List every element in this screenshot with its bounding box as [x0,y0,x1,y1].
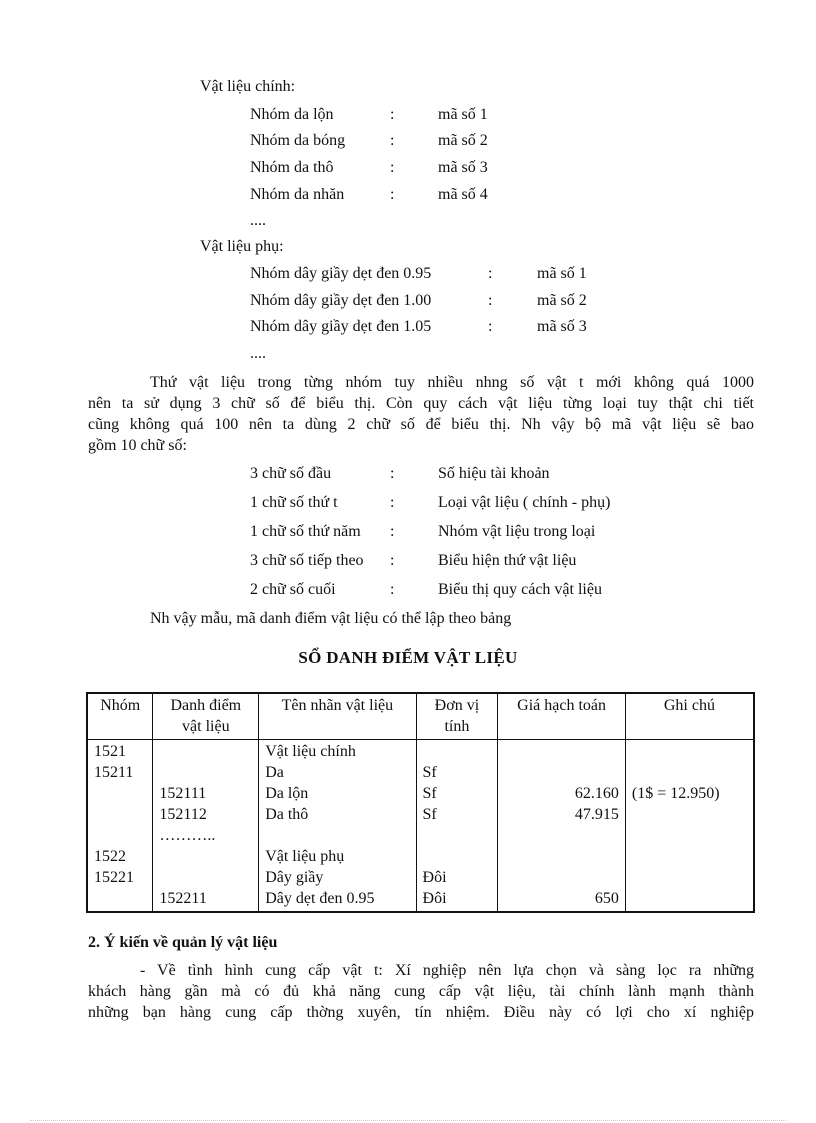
table-cell [153,740,259,765]
section-heading: 2. Ý kiến về quản lý vật liệu [88,934,278,951]
aux-material-name: Nhóm dây giầy dẹt đen 1.00 [250,292,432,309]
table-cell: Da lộn [259,785,416,806]
code-meaning: Biểu thị quy cách vật liệu [438,581,602,598]
table-cell: 47.915 [498,806,626,827]
column-header: Đơn vị tính [416,693,498,740]
aux-material-sep: : [488,265,493,282]
code-meaning: Biểu hiện thứ vật liệu [438,552,577,569]
table-cell [87,785,153,806]
aux-material-code: mã số 3 [537,318,587,335]
main-material-code: mã số 2 [438,132,488,149]
main-material-code: mã số 3 [438,159,488,176]
table-cell [498,827,626,848]
table-intro-text: Nh vậy mẫu, mã danh điểm vật liệu có thể lập theo bảng [150,610,512,627]
paragraph-line: những bạn hàng cung cấp thờng xuyên, tín nhiệm. Điều này có lợi cho xí nghiệp [88,1004,754,1021]
table-row [87,740,754,765]
code-digits: 2 chữ số cuối [250,581,336,598]
column-header: Tên nhãn vật liệu [259,693,416,740]
main-material-name: Nhóm da thô [250,159,334,176]
main-material-heading: Vật liệu chính: [200,78,296,95]
main-material-sep: : [390,159,395,176]
column-header: Giá hạch toán [498,693,626,740]
aux-material-code: mã số 2 [537,292,587,309]
table-cell [625,848,754,869]
main-material-code: mã số 1 [438,106,488,123]
table-cell: Vật liệu chính [259,740,416,765]
table-cell [259,827,416,848]
table-cell [625,869,754,890]
table-cell: Dây dẹt đen 0.95 [259,890,416,912]
table-cell [87,806,153,827]
paragraph-code-explanation [88,372,754,456]
paragraph-line: gồm 10 chữ số: [88,437,187,454]
table-row [87,827,754,848]
aux-material-code: mã số 1 [537,265,587,282]
table-cell: Da [259,764,416,785]
table-cell: Sf [416,764,498,785]
table-cell: 1522 [87,848,153,869]
table-cell [498,764,626,785]
table-cell: Sf [416,806,498,827]
table-cell: Sf [416,785,498,806]
table-cell [416,740,498,765]
table-row [87,806,754,827]
material-code-table [86,692,755,913]
table-cell [153,764,259,785]
main-material-name: Nhóm da bóng [250,132,346,149]
table-cell: 1521 [87,740,153,765]
table-cell: 15211 [87,764,153,785]
table-cell: Đôi [416,890,498,912]
aux-material-ellipsis: .... [250,345,266,362]
table-cell [498,740,626,765]
table-cell [153,848,259,869]
table-cell: ……….. [153,827,259,848]
table-cell: (1$ = 12.950) [625,785,754,806]
table-cell [153,869,259,890]
paragraph-line: khách hàng gần mà có đủ khả năng cung cấp vật liệu, tài chính lành mạnh thành [88,983,754,1000]
table-cell: 152111 [153,785,259,806]
table-cell: Dây giầy [259,869,416,890]
table-cell: 152211 [153,890,259,912]
main-material-name: Nhóm da lộn [250,106,334,123]
table-cell [87,827,153,848]
aux-material-heading: Vật liệu phụ: [200,238,284,255]
column-header: Danh điểm vật liệu [153,693,259,740]
code-meaning: Nhóm vật liệu trong loại [438,523,596,540]
aux-material-name: Nhóm dây giầy dẹt đen 0.95 [250,265,432,282]
main-material-sep: : [390,186,395,203]
table-header-row [87,693,754,740]
table-cell: Đôi [416,869,498,890]
code-digits: 1 chữ số thứ năm [250,523,361,540]
main-material-sep: : [390,132,395,149]
table-cell [416,827,498,848]
table-cell [87,890,153,912]
code-meaning: Số hiệu tài khoản [438,465,550,482]
paragraph-line: cũng không quá 100 nên ta dùng 2 chữ số để biểu thị. Nh vậy bộ mã vật liệu sẽ bao [88,416,754,433]
table-cell [625,764,754,785]
code-sep: : [390,523,395,540]
table-cell: 62.160 [498,785,626,806]
column-header: Ghi chú [625,693,754,740]
page-bottom-border [30,1120,786,1121]
table-cell [498,869,626,890]
table-cell: 650 [498,890,626,912]
column-header: Nhóm [87,693,153,740]
code-digits: 3 chữ số đầu [250,465,332,482]
table-row [87,764,754,785]
table-cell [625,827,754,848]
aux-material-sep: : [488,318,493,335]
paragraph-line: nên ta sử dụng 3 chữ số để biểu thị. Còn quy cách vật liệu từng loại tuy thật chi tiết [88,395,754,412]
paragraph-line: Thứ vật liệu trong từng nhóm tuy nhiều nhng số vật t mới không quá 1000 [150,374,754,391]
table-cell [498,848,626,869]
main-material-ellipsis: .... [250,212,266,229]
table-cell: 152112 [153,806,259,827]
main-material-name: Nhóm da nhăn [250,186,345,203]
code-digits: 1 chữ số thứ t [250,494,338,511]
paragraph-supply-opinion [88,960,754,1023]
table-cell: 15221 [87,869,153,890]
table-cell [625,890,754,912]
table-row [87,848,754,869]
code-sep: : [390,465,395,482]
code-sep: : [390,552,395,569]
table-row [87,890,754,912]
table-cell: Da thô [259,806,416,827]
table-title: SỔ DANH ĐIỂM VẬT LIỆU [298,648,518,667]
table-row [87,869,754,890]
table-cell [625,806,754,827]
aux-material-name: Nhóm dây giầy dẹt đen 1.05 [250,318,432,335]
table-cell: Vật liệu phụ [259,848,416,869]
table-cell [625,740,754,765]
paragraph-line: - Về tình hình cung cấp vật t: Xí nghiệp nên lựa chọn và sàng lọc ra những [140,962,754,979]
table-cell [416,848,498,869]
code-digits: 3 chữ số tiếp theo [250,552,364,569]
code-sep: : [390,494,395,511]
aux-material-sep: : [488,292,493,309]
code-meaning: Loại vật liệu ( chính - phụ) [438,494,611,511]
code-sep: : [390,581,395,598]
table-row [87,785,754,806]
main-material-sep: : [390,106,395,123]
main-material-code: mã số 4 [438,186,488,203]
